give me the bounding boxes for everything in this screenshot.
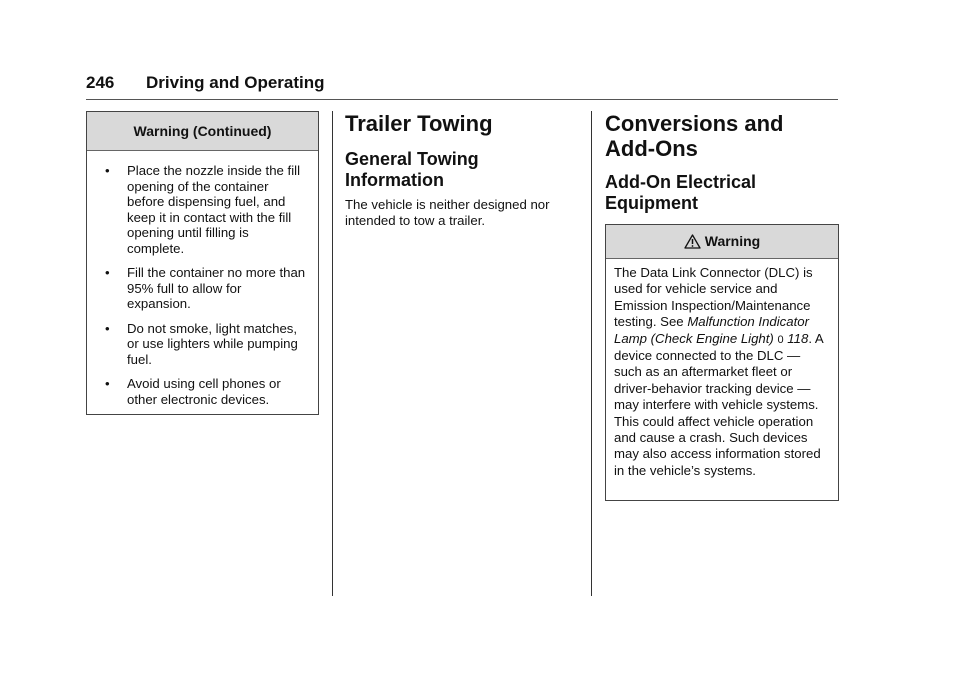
warning-item-text: Avoid using cell phones or other electronic devices. [127,376,281,407]
dlc-warning-box [605,224,839,501]
bullet: • [105,376,110,391]
towing-paragraph: The vehicle is neither designed nor intended to tow a trailer. [345,197,550,228]
bullet: • [105,163,110,178]
page-ref-symbol: 0 [777,333,784,346]
bullet: • [105,265,110,280]
warning-item-text: Do not smoke, light matches, or use lighters while pumping fuel. [127,320,298,367]
bullet: • [105,320,110,336]
warning-body [606,259,838,479]
warning-list-item [105,376,306,407]
warning-list [87,151,318,407]
header-divider [86,99,838,100]
page-number: 246 [86,73,115,92]
page-ref-number[interactable]: 118 [787,330,809,346]
warning-header [606,225,838,259]
column-divider-1 [332,111,333,596]
warning-item-text: Place the nozzle inside the fill opening of the container before dispensing fuel, and keep it in contact with the fill opening until filling is complete. [127,163,301,256]
add-on-electrical-heading: Add-On Electrical Equipment [605,172,757,213]
warning-continued-box [86,111,319,415]
malfunction-indicator-link[interactable]: Malfunction Indicator Lamp (Check Engine Light) [614,314,809,346]
warning-triangle-icon [684,234,701,249]
warning-list-item [105,265,306,312]
warning-title: Warning [704,233,761,249]
warning-item-text: Fill the container no more than 95% full to allow for expansion. [127,265,306,311]
column-divider-2 [591,111,592,596]
trailer-towing-heading: Trailer Towing [345,111,493,136]
general-towing-heading: General Towing Information [345,149,479,190]
page-header [86,73,838,99]
section-title: Driving and Operating [146,73,325,92]
warning-list-item [105,321,306,368]
warning-list-item [105,163,306,256]
conversions-heading: Conversions and Add-Ons [605,111,784,161]
warning-continued-title: Warning (Continued) [87,112,318,151]
warning-text-start: The Data Link Connector (DLC) is used for vehicle service and Emission Inspection/Maintenance testing. See [614,265,813,330]
warning-text-end: . A device connected to the DLC — such as an aftermarket fleet or driver-behavior tracking device — may interfere with vehicle systems. This could affect vehicle operation and cause a crash. Such devices may also access information stored in the vehicle’s systems. [614,330,823,478]
